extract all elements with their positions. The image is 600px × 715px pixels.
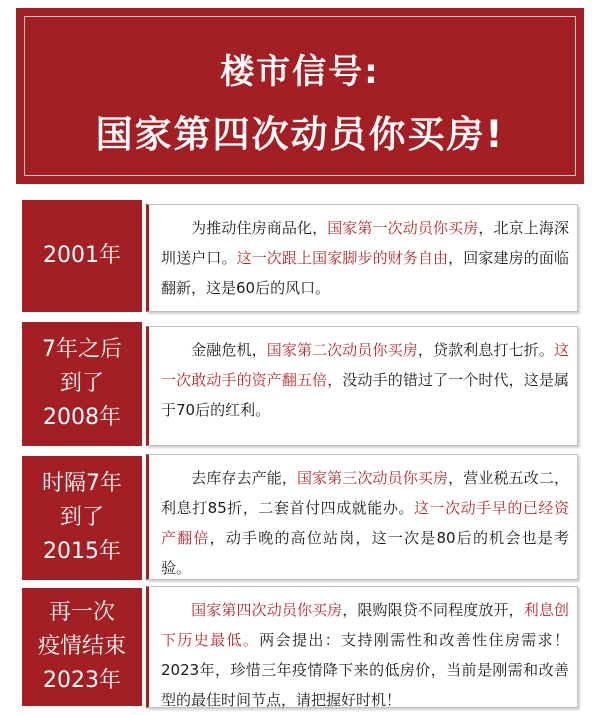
text-segment: ，限购限贷不同程度放开， (342, 601, 524, 619)
year-label-line: 到了 (59, 370, 104, 396)
event-description (146, 326, 578, 446)
year-label-line: 7年之后 (42, 336, 122, 362)
year-label-line: 2008年 (43, 405, 121, 431)
highlight-segment: 国家第一次动员你买房 (327, 219, 479, 237)
year-label-line: 2015年 (43, 539, 121, 565)
text-segment: ，北京上海深圳送户口。 (161, 219, 569, 267)
year-label (22, 456, 142, 580)
highlight-segment: 利息创下历史最低。 (161, 601, 569, 649)
text-segment: ，贷款利息打七折。 (417, 341, 554, 359)
year-label-line: 再一次 (48, 599, 115, 625)
year-label-line: 2023年 (43, 668, 121, 694)
highlight-segment: 这一次跟上国家脚步的财务自由 (236, 249, 449, 267)
year-label (22, 322, 142, 446)
highlight-segment: 这一次动手早的已经资产翻倍 (161, 499, 569, 547)
title-line-1: 楼市信号: (220, 52, 380, 92)
text-segment: ，没动手的错过了一个时代，这是属于70后的红利。 (161, 371, 569, 419)
text-segment: 去库存去产能， (191, 469, 297, 487)
year-label (22, 200, 142, 312)
text-segment: ，动手晚的高位站岗，这一次是80后的机会也是考验。 (161, 529, 569, 577)
year-label-line: 2001年 (43, 242, 121, 268)
highlight-segment: 这一次敢动手的资产翻五倍 (161, 341, 569, 389)
year-label-line: 疫情结束 (37, 633, 126, 659)
text-segment: 金融危机， (191, 341, 267, 359)
highlight-segment: 国家第三次动员你买房 (296, 469, 449, 487)
event-description (146, 204, 578, 312)
year-label-line: 到了 (59, 504, 104, 530)
text-segment: 两会提出：支持刚需性和改善性住房需求！2023年，珍惜三年疫情降下来的低房价，当前是刚需和改善型的最佳时间节点，请把握好时机！ (161, 631, 569, 709)
event-description (146, 586, 578, 708)
title-banner (16, 8, 584, 184)
event-description (146, 454, 578, 580)
year-label (22, 588, 142, 706)
title-line-2: 国家第四次动员你买房! (95, 113, 505, 156)
text-segment: ，回家建房的面临翻新，这是60后的风口。 (161, 249, 569, 297)
text-segment: ，营业税五改二，利息打85折，二套首付四成就能办。 (161, 469, 569, 517)
highlight-segment: 国家第二次动员你买房 (266, 341, 418, 359)
year-label-line: 时隔7年 (42, 470, 122, 496)
text-segment: 为推动住房商品化， (191, 219, 328, 237)
highlight-segment: 国家第四次动员你买房 (191, 601, 343, 619)
